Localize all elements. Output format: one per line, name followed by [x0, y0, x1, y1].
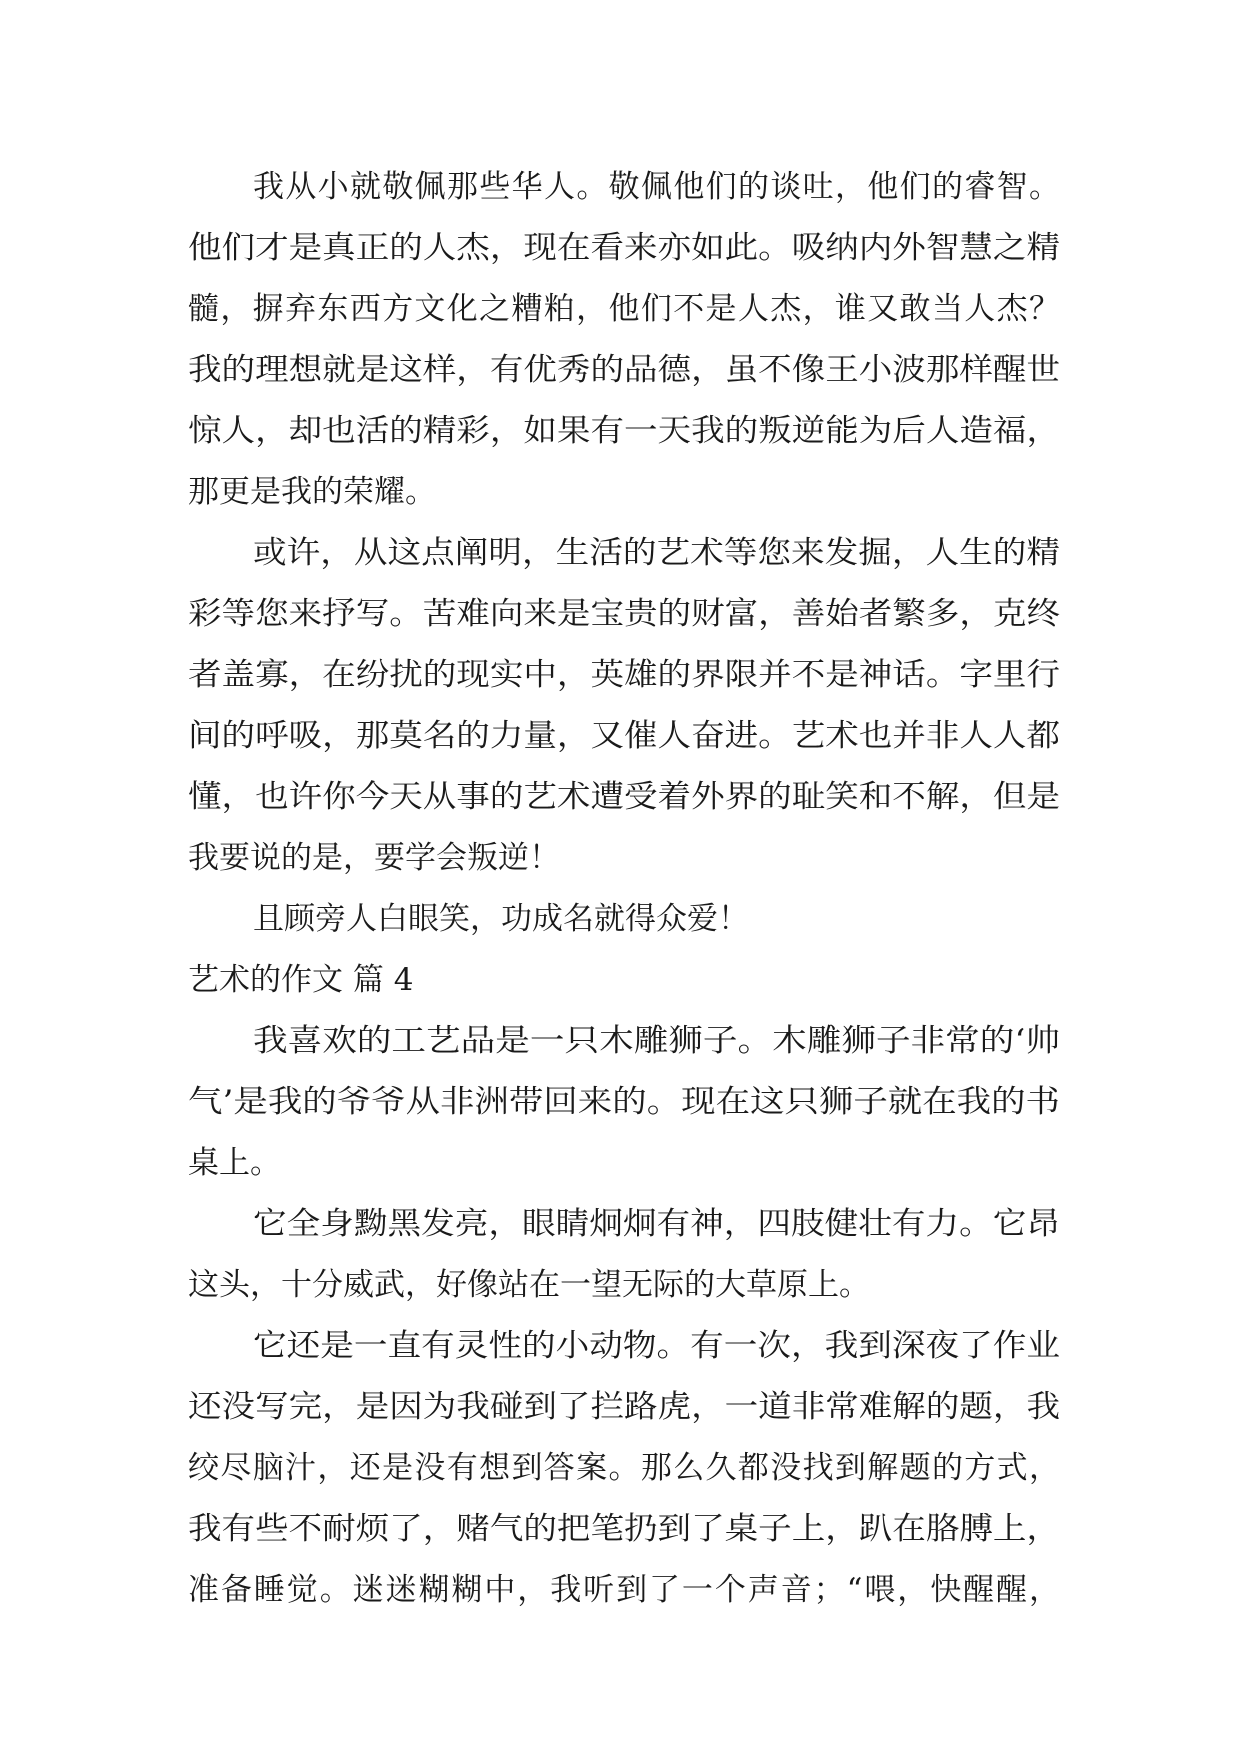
essay-body: [188, 157, 1060, 1621]
text-line: [188, 157, 1060, 218]
text-line: [188, 584, 1060, 645]
text-line: [188, 1316, 1060, 1377]
text-line: [188, 889, 1060, 950]
text-line-content: 我要说的是，要学会叛逆！: [188, 840, 560, 876]
text-line-content: 还没写完，是因为我碰到了拦路虎，一道非常难解的题，我: [188, 1389, 1060, 1425]
text-line-content: 懂，也许你今天从事的艺术遭受着外界的耻笑和不解，但是: [188, 779, 1060, 815]
text-line-content: 我从小就敬佩那些华人。敬佩他们的谈吐，他们的睿智。: [253, 169, 1062, 205]
text-line: [188, 1438, 1060, 1499]
text-line: [188, 1194, 1060, 1255]
section-heading: [188, 950, 1060, 1011]
text-line-content: 我的理想就是这样，有优秀的品德，虽不像王小波那样醒世: [188, 352, 1060, 388]
text-line-content: 准备睡觉。迷迷糊糊中，我听到了一个声音；“喂，快醒醒，: [188, 1572, 1062, 1608]
text-line-content: 气’是我的爷爷从非洲带回来的。现在这只狮子就在我的书: [188, 1084, 1060, 1120]
text-line-content: 桌上。: [188, 1145, 281, 1181]
text-line-content: 绞尽脑汁，还是没有想到答案。那么久都没找到解题的方式，: [188, 1450, 1062, 1486]
text-line-content: 他们才是真正的人杰，现在看来亦如此。吸纳内外智慧之精: [188, 230, 1060, 266]
text-line: [188, 1560, 1060, 1621]
text-line-content: 它全身黝黑发亮，眼睛炯炯有神，四肢健壮有力。它昂: [253, 1206, 1060, 1242]
text-line: [188, 1499, 1060, 1560]
text-line: [188, 1133, 1060, 1194]
text-line-content: 彩等您来抒写。苦难向来是宝贵的财富，善始者繁多，克终: [188, 596, 1060, 632]
text-line-content: 惊人，却也活的精彩，如果有一天我的叛逆能为后人造福，: [188, 413, 1060, 449]
text-line: [188, 218, 1060, 279]
text-line: [188, 462, 1060, 523]
text-line-content: 我喜欢的工艺品是一只木雕狮子。木雕狮子非常的‘帅: [253, 1023, 1060, 1059]
text-line-content: 我有些不耐烦了，赌气的把笔扔到了桌子上，趴在胳膊上，: [188, 1511, 1060, 1547]
text-line-content: 这头，十分威武，好像站在一望无际的大草原上。: [188, 1267, 870, 1303]
text-line: [188, 706, 1060, 767]
text-line-content: 或许，从这点阐明，生活的艺术等您来发掘，人生的精: [253, 535, 1060, 571]
text-line: [188, 340, 1060, 401]
text-line-content: 且顾旁人白眼笑，功成名就得众爱！: [253, 901, 749, 937]
text-line-content: 那更是我的荣耀。: [188, 474, 436, 510]
text-line: [188, 1011, 1060, 1072]
text-line: [188, 828, 1060, 889]
text-line-content: 者盖寡，在纷扰的现实中，英雄的界限并不是神话。字里行: [188, 657, 1060, 693]
text-line-content: 艺术的作文 篇 4: [188, 962, 414, 998]
text-line: [188, 279, 1060, 340]
text-line: [188, 401, 1060, 462]
text-line: [188, 1072, 1060, 1133]
text-line: [188, 1255, 1060, 1316]
text-line: [188, 523, 1060, 584]
text-line: [188, 645, 1060, 706]
text-line-content: 它还是一直有灵性的小动物。有一次，我到深夜了作业: [253, 1328, 1060, 1364]
text-line-content: 髓，摒弃东西方文化之糟粕，他们不是人杰，谁又敢当人杰？: [188, 291, 1062, 327]
text-line: [188, 767, 1060, 828]
text-line-content: 间的呼吸，那莫名的力量，又催人奋进。艺术也并非人人都: [188, 718, 1060, 754]
text-line: [188, 1377, 1060, 1438]
